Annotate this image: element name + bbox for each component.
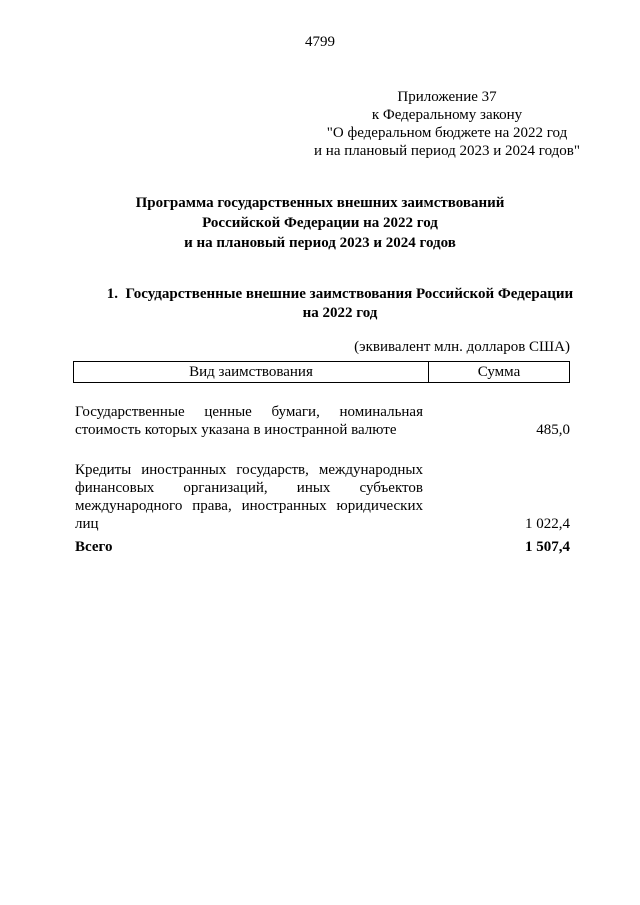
program-title-line-2: Российской Федерации на 2022 год bbox=[202, 215, 438, 231]
program-title bbox=[70, 193, 570, 253]
row-kind: Кредиты иностранных государств, международных финансовых организаций, иных субъектов международного права, иностранных юридических лиц bbox=[75, 462, 423, 532]
table-row bbox=[75, 461, 570, 533]
section-title-line-2: на 2022 год bbox=[302, 305, 378, 321]
row-sum: 485,0 bbox=[536, 422, 570, 438]
section-title-line-1: 1. Государственные внешние заимствования Российской Федерации bbox=[106, 286, 574, 302]
annex-line-4: и на плановый период 2023 и 2024 годов" bbox=[314, 143, 580, 159]
table-row bbox=[75, 403, 570, 439]
program-title-line-1: Программа государственных внешних заимствований bbox=[135, 195, 505, 211]
annex-line-2: к Федеральному закону bbox=[371, 107, 523, 123]
column-header-sum: Сумма bbox=[477, 363, 521, 380]
unit-note: (эквивалент млн. долларов США) bbox=[354, 339, 570, 355]
page-number: 4799 bbox=[305, 34, 335, 50]
row-sum: 1 022,4 bbox=[525, 516, 570, 532]
annex-block bbox=[314, 88, 580, 160]
section-title bbox=[90, 285, 590, 323]
program-title-line-3: и на плановый период 2023 и 2024 годов bbox=[184, 235, 456, 251]
total-sum: 1 507,4 bbox=[525, 539, 570, 555]
annex-line-3: "О федеральном бюджете на 2022 год bbox=[326, 125, 568, 141]
total-row bbox=[75, 538, 570, 556]
annex-line-1: Приложение 37 bbox=[397, 89, 497, 105]
column-header-kind: Вид заимствования bbox=[74, 362, 429, 382]
total-label: Всего bbox=[75, 539, 113, 555]
table-header bbox=[73, 361, 570, 383]
row-kind: Государственные ценные бумаги, номинальная стоимость которых указана в иностранной валюте bbox=[75, 404, 423, 438]
